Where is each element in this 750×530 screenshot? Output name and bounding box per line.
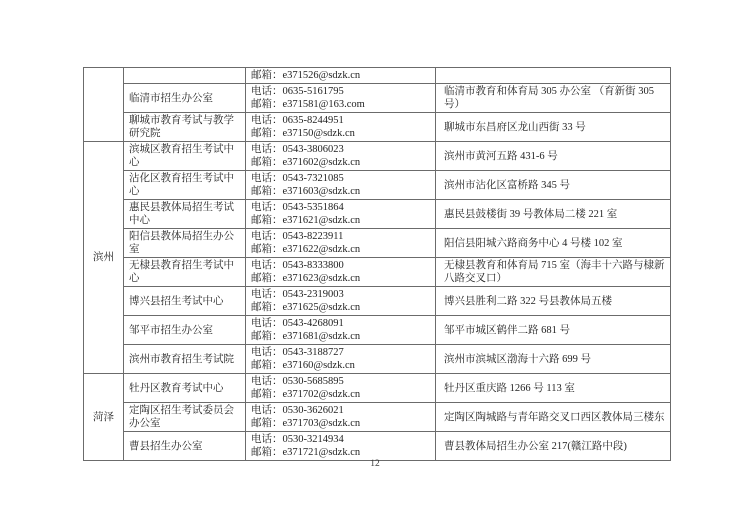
address-cell: 曹县教体局招生办公室 217(赣江路中段) [436, 432, 671, 461]
contact-cell [246, 68, 436, 84]
address-cell: 定陶区陶城路与青年路交叉口西区教体局三楼东 [436, 403, 671, 432]
email-line [251, 272, 431, 285]
address-cell: 滨州市沾化区富桥路 345 号 [436, 171, 671, 200]
contact-cell [246, 403, 436, 432]
email-line [251, 446, 431, 459]
contact-cell [246, 316, 436, 345]
phone-label: 电话： [251, 202, 283, 213]
contact-cell [246, 84, 436, 113]
email-line [251, 243, 431, 256]
email-value: e37160@sdzk.cn [282, 360, 355, 371]
phone-line [251, 230, 431, 243]
phone-value: 0543-3188727 [282, 347, 344, 358]
phone-value: 0543-8333800 [282, 260, 344, 271]
phone-line [251, 85, 431, 98]
email-value: e371721@sdzk.cn [282, 447, 361, 458]
admission-offices-table [83, 67, 671, 461]
office-name-cell: 滨州市教育招生考试院 [124, 345, 246, 374]
phone-line [251, 172, 431, 185]
phone-line [251, 259, 431, 272]
phone-line [251, 346, 431, 359]
phone-line [251, 317, 431, 330]
table-row [84, 171, 671, 200]
phone-line [251, 288, 431, 301]
address-cell: 邹平市城区鹤伴二路 681 号 [436, 316, 671, 345]
office-name-cell: 曹县招生办公室 [124, 432, 246, 461]
phone-line [251, 143, 431, 156]
contact-cell [246, 113, 436, 142]
phone-label: 电话： [251, 434, 283, 445]
office-name-cell: 阳信县教体局招生办公室 [124, 229, 246, 258]
contact-cell [246, 171, 436, 200]
email-value: e371621@sdzk.cn [282, 215, 361, 226]
address-cell: 惠民县鼓楼街 39 号教体局二楼 221 室 [436, 200, 671, 229]
phone-label: 电话： [251, 405, 283, 416]
table-row [84, 68, 671, 84]
phone-value: 0530-3626021 [282, 405, 344, 416]
office-name-cell: 滨城区教育招生考试中心 [124, 142, 246, 171]
address-cell: 聊城市东昌府区龙山西街 33 号 [436, 113, 671, 142]
contact-cell [246, 432, 436, 461]
region-cell [84, 68, 124, 142]
email-label: 邮箱： [251, 447, 283, 458]
contact-cell [246, 229, 436, 258]
phone-value: 0543-4268091 [282, 318, 344, 329]
email-label: 邮箱： [251, 273, 283, 284]
phone-value: 0543-7321085 [282, 173, 344, 184]
office-name-cell: 临清市招生办公室 [124, 84, 246, 113]
email-line [251, 185, 431, 198]
table-row [84, 374, 671, 403]
email-value: e371681@sdzk.cn [282, 331, 361, 342]
table-row [84, 142, 671, 171]
address-cell: 牡丹区重庆路 1266 号 113 室 [436, 374, 671, 403]
office-name-cell: 博兴县招生考试中心 [124, 287, 246, 316]
phone-label: 电话： [251, 86, 283, 97]
email-value: e37150@sdzk.cn [282, 128, 355, 139]
email-label: 邮箱： [251, 360, 283, 371]
email-value: e371602@sdzk.cn [282, 157, 361, 168]
office-name-cell [124, 68, 246, 84]
phone-line [251, 201, 431, 214]
table-row [84, 316, 671, 345]
address-cell: 滨州市滨城区渤海十六路 699 号 [436, 345, 671, 374]
email-value: e371623@sdzk.cn [282, 273, 361, 284]
office-name-cell: 邹平市招生办公室 [124, 316, 246, 345]
phone-label: 电话： [251, 231, 283, 242]
office-name-cell: 惠民县教体局招生考试中心 [124, 200, 246, 229]
page-number: 12 [370, 459, 380, 469]
email-line [251, 214, 431, 227]
contact-cell [246, 200, 436, 229]
office-name-cell: 定陶区招生考试委员会办公室 [124, 403, 246, 432]
email-value: e371603@sdzk.cn [282, 186, 361, 197]
office-name-cell: 聊城市教育考试与教学研究院 [124, 113, 246, 142]
phone-value: 0543-3806023 [282, 144, 344, 155]
email-value: e371625@sdzk.cn [282, 302, 361, 313]
table-row [84, 258, 671, 287]
phone-label: 电话： [251, 289, 283, 300]
email-label: 邮箱： [251, 389, 283, 400]
phone-value: 0543-2319003 [282, 289, 344, 300]
email-line [251, 359, 431, 372]
office-name-cell: 无棣县教育招生考试中心 [124, 258, 246, 287]
email-line [251, 388, 431, 401]
address-cell [436, 68, 671, 84]
address-cell: 无棣县教育和体育局 715 室（海丰十六路与棣新八路交叉口） [436, 258, 671, 287]
email-line [251, 330, 431, 343]
phone-label: 电话： [251, 347, 283, 358]
table-row [84, 84, 671, 113]
address-cell: 阳信县阳城六路商务中心 4 号楼 102 室 [436, 229, 671, 258]
email-label: 邮箱： [251, 186, 283, 197]
address-cell: 临清市教育和体育局 305 办公室 （育新街 305 号） [436, 84, 671, 113]
email-value: e371622@sdzk.cn [282, 244, 361, 255]
phone-label: 电话： [251, 115, 283, 126]
table-row [84, 229, 671, 258]
phone-line [251, 114, 431, 127]
office-name-cell: 沾化区教育招生考试中心 [124, 171, 246, 200]
email-value: e371581@163.com [282, 99, 365, 110]
table-row [84, 345, 671, 374]
email-label: 邮箱： [251, 128, 283, 139]
phone-value: 0530-5685895 [282, 376, 344, 387]
phone-label: 电话： [251, 376, 283, 387]
phone-line [251, 375, 431, 388]
email-line [251, 301, 431, 314]
email-label: 邮箱： [251, 244, 283, 255]
email-line [251, 127, 431, 140]
table-row [84, 200, 671, 229]
email-value: e371703@sdzk.cn [282, 418, 361, 429]
email-line [251, 417, 431, 430]
phone-label: 电话： [251, 173, 283, 184]
address-cell: 博兴县胜利二路 322 号县教体局五楼 [436, 287, 671, 316]
phone-line [251, 433, 431, 446]
table-row [84, 113, 671, 142]
contact-cell [246, 142, 436, 171]
phone-value: 0543-5351864 [282, 202, 344, 213]
region-cell: 滨州 [84, 142, 124, 374]
region-cell: 菏泽 [84, 374, 124, 461]
email-line [251, 69, 431, 82]
table-row [84, 432, 671, 461]
phone-label: 电话： [251, 318, 283, 329]
contact-cell [246, 258, 436, 287]
email-value: e371702@sdzk.cn [282, 389, 361, 400]
email-line [251, 98, 431, 111]
phone-value: 0635-5161795 [282, 86, 344, 97]
address-cell: 滨州市黄河五路 431-6 号 [436, 142, 671, 171]
phone-label: 电话： [251, 144, 283, 155]
phone-value: 0635-8244951 [282, 115, 344, 126]
table-row [84, 287, 671, 316]
email-value: e371526@sdzk.cn [282, 70, 361, 81]
phone-value: 0530-3214934 [282, 434, 344, 445]
phone-label: 电话： [251, 260, 283, 271]
email-label: 邮箱： [251, 99, 283, 110]
contact-cell [246, 287, 436, 316]
email-label: 邮箱： [251, 302, 283, 313]
email-label: 邮箱： [251, 418, 283, 429]
email-line [251, 156, 431, 169]
contact-cell [246, 374, 436, 403]
table-row [84, 403, 671, 432]
email-label: 邮箱： [251, 331, 283, 342]
email-label: 邮箱： [251, 157, 283, 168]
office-name-cell: 牡丹区教育考试中心 [124, 374, 246, 403]
email-label: 邮箱： [251, 215, 283, 226]
email-label: 邮箱： [251, 70, 283, 81]
phone-line [251, 404, 431, 417]
phone-value: 0543-8223911 [282, 231, 344, 242]
contact-cell [246, 345, 436, 374]
